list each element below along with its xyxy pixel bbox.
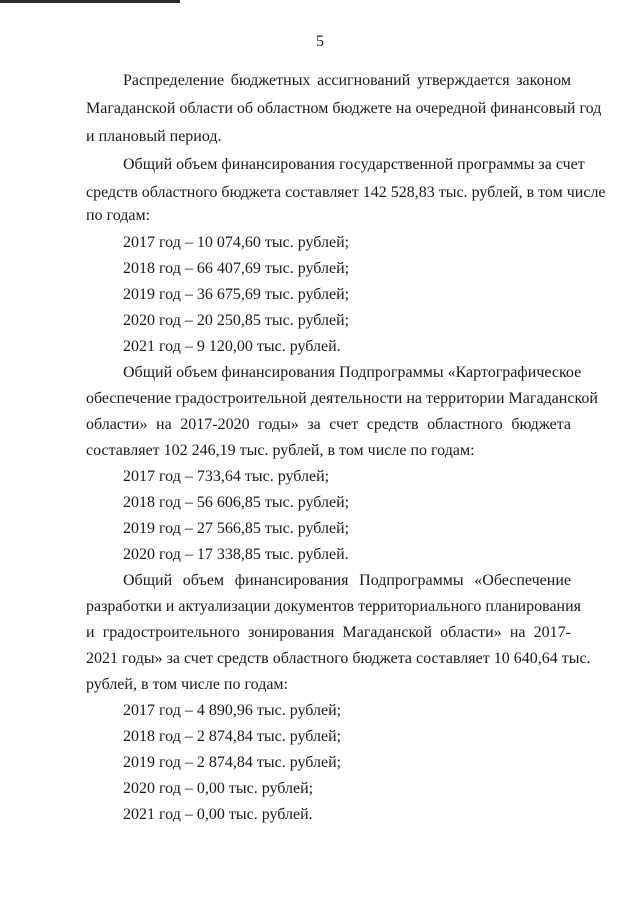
page-number: 5 — [316, 33, 324, 50]
text-line: и плановый период. — [86, 128, 222, 145]
text-line: средств областного бюджета составляет 142 528,83 тыс. рублей, в том числе — [86, 184, 606, 201]
text-line: Общий объем финансирования Подпрограммы «Картографическое — [123, 364, 582, 381]
year-amount-line: 2019 год – 27 566,85 тыс. рублей; — [123, 520, 350, 537]
text-line: 2021 годы» за счет средств областного бюджета составляет 10 640,64 тыс. — [86, 650, 591, 667]
text-line: по годам: — [86, 207, 151, 224]
year-amount-line: 2020 год – 0,00 тыс. рублей; — [123, 780, 314, 797]
year-amount-line: 2021 год – 9 120,00 тыс. рублей. — [123, 338, 341, 355]
text-line: рублей, в том числе по годам: — [86, 676, 288, 693]
text-line: и градостроительного зонирования Магаданской области» на 2017- — [86, 624, 571, 641]
year-amount-line: 2020 год – 20 250,85 тыс. рублей; — [123, 312, 350, 329]
text-line: Общий объем финансирования Подпрограммы «Обеспечение — [123, 572, 571, 589]
text-line: Общий объем финансирования государственной программы за счет — [123, 156, 585, 173]
scan-top-edge-rule — [0, 0, 180, 3]
year-amount-line: 2017 год – 10 074,60 тыс. рублей; — [123, 234, 350, 251]
year-amount-line: 2017 год – 733,64 тыс. рублей; — [123, 468, 330, 485]
text-line: области» на 2017-2020 годы» за счет средств областного бюджета — [86, 416, 571, 433]
year-amount-line: 2019 год – 36 675,69 тыс. рублей; — [123, 286, 350, 303]
text-line: разработки и актуализации документов территориального планирования — [86, 598, 582, 615]
text-line: Магаданской области об областном бюджете на очередной финансовый год — [86, 100, 602, 117]
text-line: Распределение бюджетных ассигнований утверждается законом — [123, 72, 571, 89]
text-line: обеспечение градостроительной деятельности на территории Магаданской — [86, 390, 598, 407]
year-amount-line: 2017 год – 4 890,96 тыс. рублей; — [123, 702, 342, 719]
year-amount-line: 2019 год – 2 874,84 тыс. рублей; — [123, 754, 342, 771]
year-amount-line: 2020 год – 17 338,85 тыс. рублей. — [123, 546, 349, 563]
year-amount-line: 2018 год – 56 606,85 тыс. рублей; — [123, 494, 350, 511]
year-amount-line: 2018 год – 66 407,69 тыс. рублей; — [123, 260, 350, 277]
year-amount-line: 2018 год – 2 874,84 тыс. рублей; — [123, 728, 342, 745]
year-amount-line: 2021 год – 0,00 тыс. рублей. — [123, 806, 313, 823]
text-line: составляет 102 246,19 тыс. рублей, в том числе по годам: — [86, 442, 475, 459]
